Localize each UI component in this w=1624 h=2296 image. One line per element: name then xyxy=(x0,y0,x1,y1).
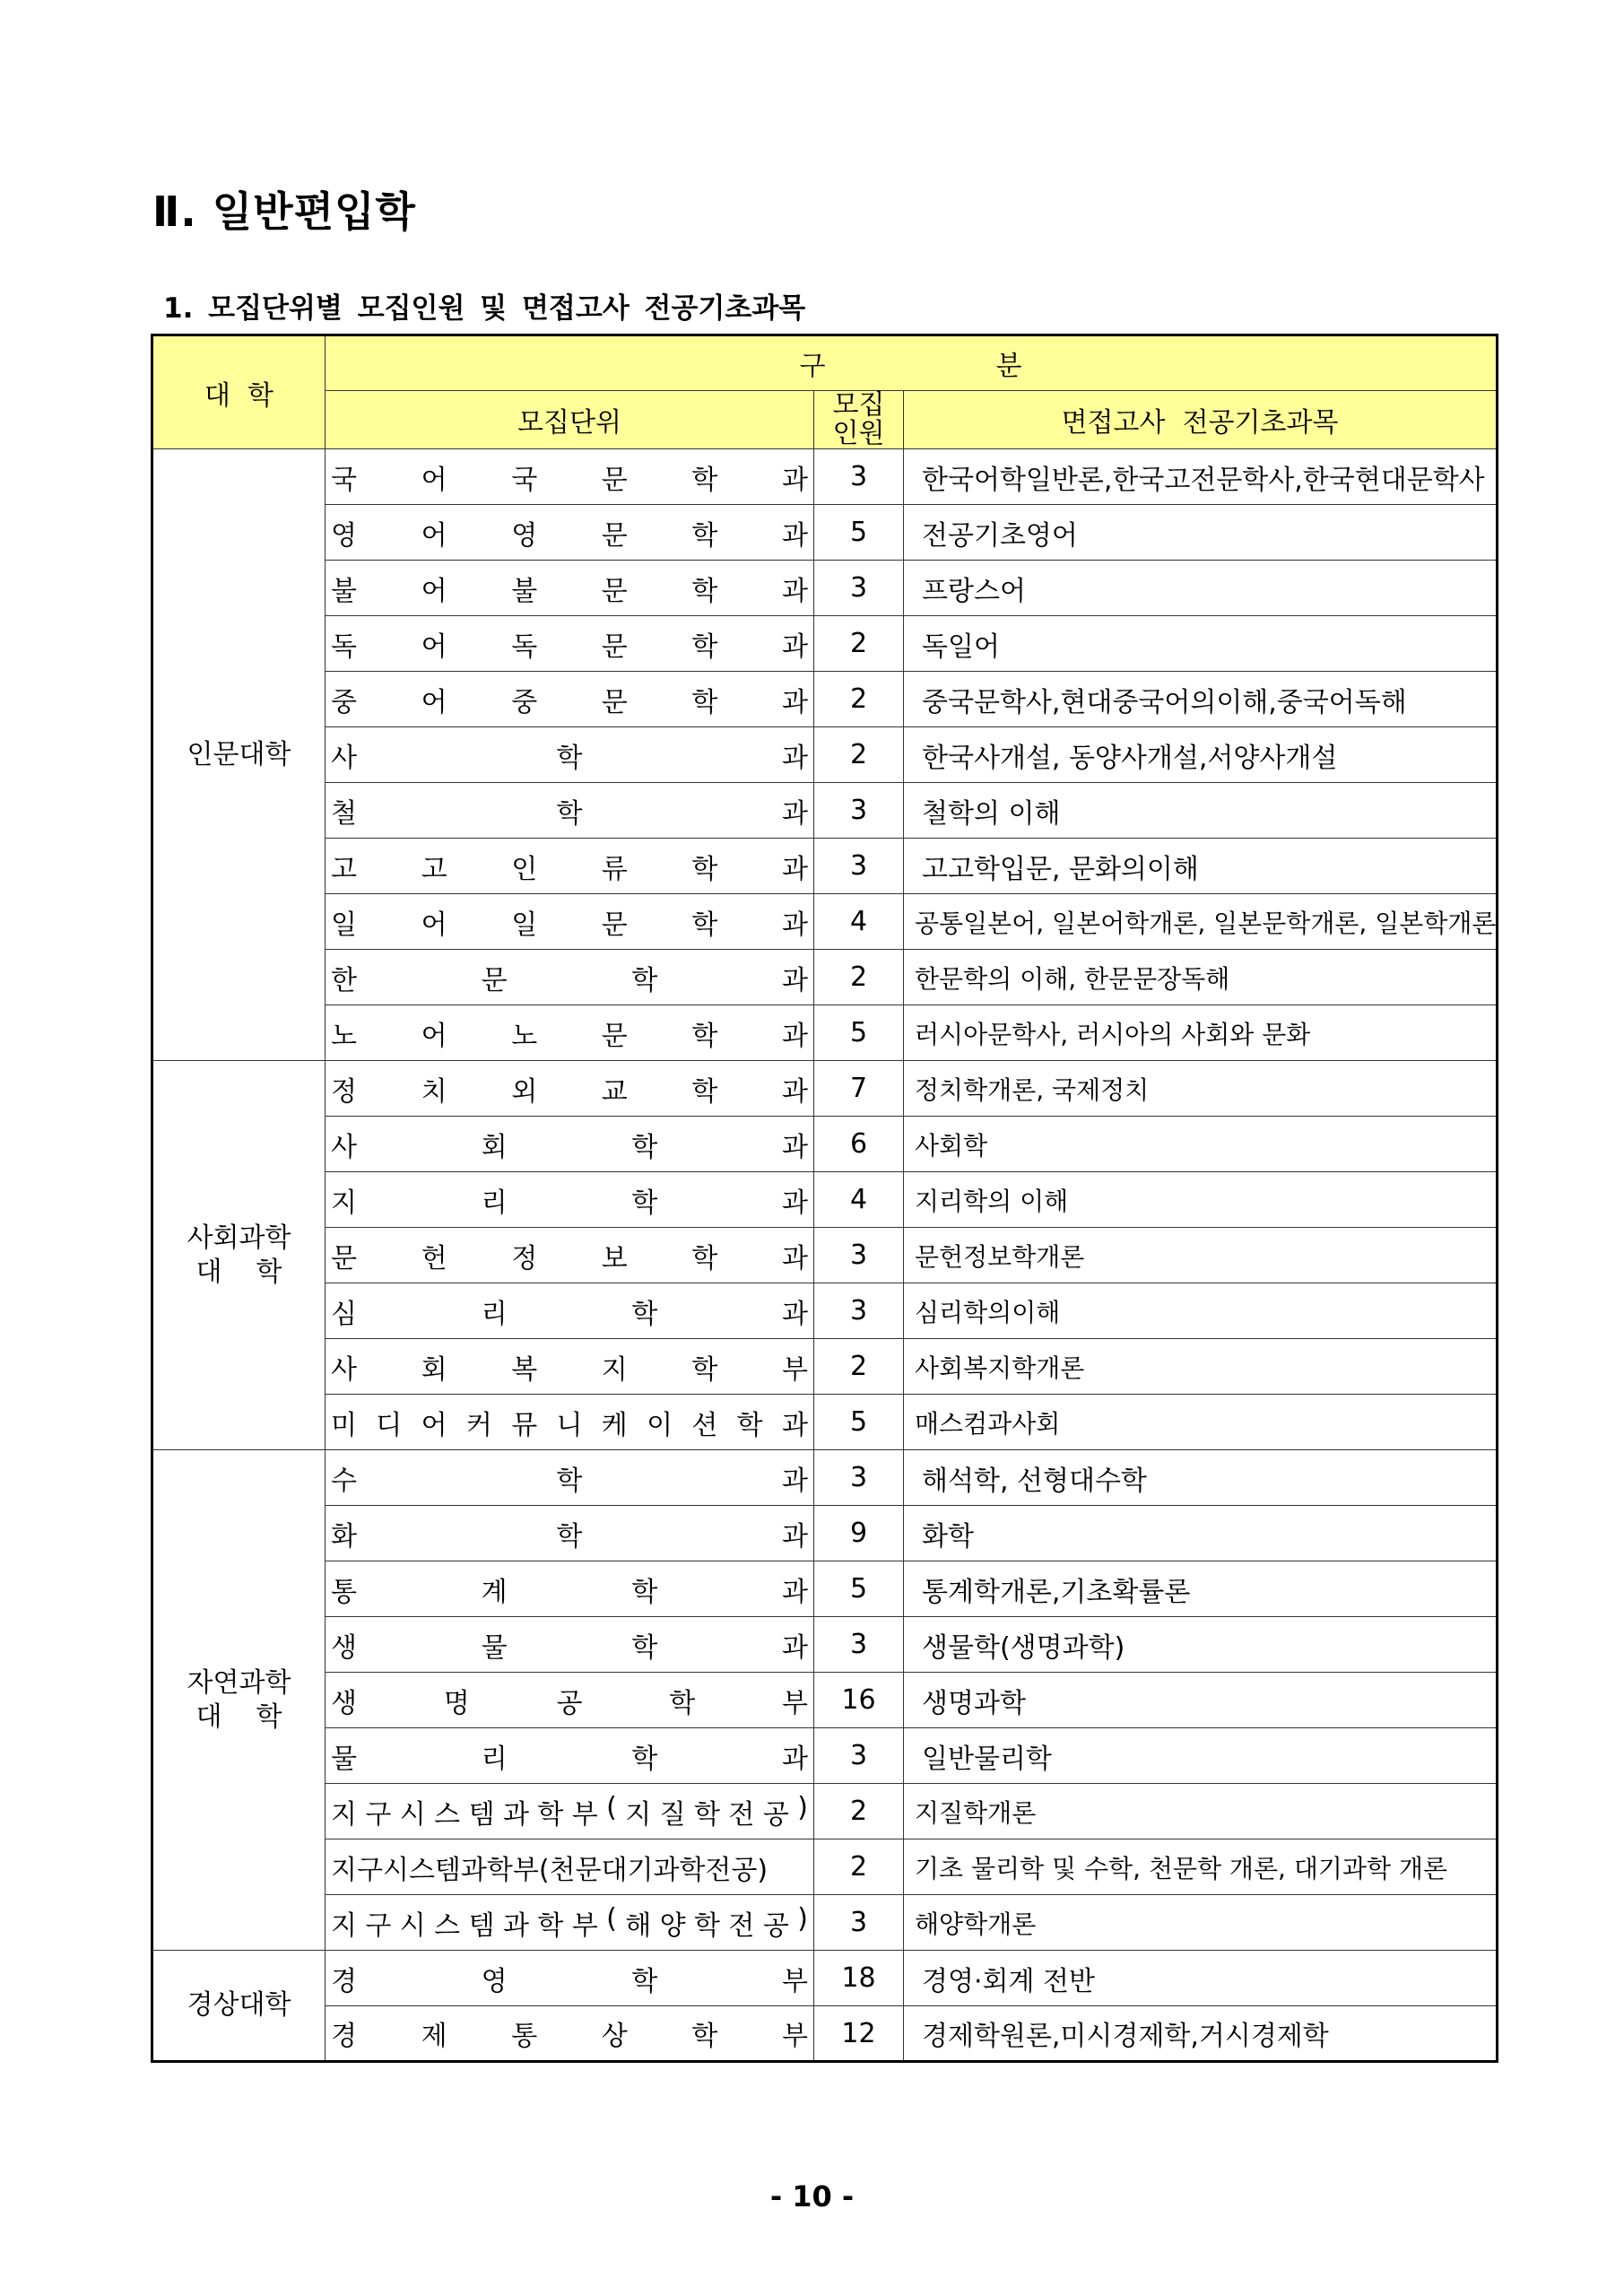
unit-char: 템 xyxy=(468,1909,495,1942)
unit-char: 회 xyxy=(481,1131,508,1163)
unit-char: 중 xyxy=(511,686,538,718)
unit-cell xyxy=(326,1617,814,1673)
count-cell: 2 xyxy=(814,616,904,672)
table-row xyxy=(152,1951,1498,2006)
count-cell: 6 xyxy=(814,1117,904,1172)
header-gubun-2: 분 xyxy=(995,351,1022,382)
unit-char: 교 xyxy=(601,1075,628,1108)
count-cell: 3 xyxy=(814,561,904,616)
unit-char: 부 xyxy=(781,1353,808,1386)
unit-char: 해 xyxy=(625,1909,652,1942)
unit-char: 어 xyxy=(421,575,447,607)
header-gubun-1: 구 xyxy=(799,351,826,382)
unit-char: 지 xyxy=(625,1798,652,1831)
table-row xyxy=(152,616,1498,672)
unit-char: 리 xyxy=(481,1187,508,1219)
table-row xyxy=(152,561,1498,616)
unit-char: 지 xyxy=(331,1798,357,1831)
unit-cell xyxy=(326,839,814,894)
unit-char: 어 xyxy=(421,631,447,663)
unit-char: 이 xyxy=(647,1409,673,1441)
unit-cell xyxy=(326,1673,814,1728)
subject-cell: 지리학의 이해 xyxy=(904,1172,1498,1228)
unit-char: ( xyxy=(606,1791,617,1823)
unit-char: 과 xyxy=(782,797,808,830)
unit-char: 과 xyxy=(782,1576,808,1608)
unit-cell xyxy=(326,2006,814,2062)
unit-char: 학 xyxy=(631,1743,658,1775)
unit-char: 과 xyxy=(782,1131,808,1163)
unit-cell xyxy=(326,561,814,616)
subject-cell: 사회복지학개론 xyxy=(904,1339,1498,1395)
unit-char: 헌 xyxy=(421,1242,447,1274)
unit-char: 학 xyxy=(691,2021,718,2052)
unit-cell xyxy=(326,672,814,727)
unit-char: 어 xyxy=(421,1409,447,1441)
unit-char: 스 xyxy=(434,1909,461,1942)
unit-char: 수 xyxy=(331,1465,357,1497)
subject-cell: 경제학원론,미시경제학,거시경제학 xyxy=(904,2006,1498,2062)
unit-char: 노 xyxy=(511,1020,538,1052)
table-row xyxy=(152,1506,1498,1561)
unit-char: 학 xyxy=(631,1298,658,1330)
unit-char: 문 xyxy=(601,1020,628,1052)
unit-char: 한 xyxy=(331,964,357,996)
table-row xyxy=(152,1117,1498,1172)
unit-char: 학 xyxy=(537,1909,564,1942)
unit-char: 디 xyxy=(376,1409,403,1441)
unit-char: 학 xyxy=(631,1131,658,1163)
unit-cell xyxy=(326,1228,814,1283)
subject-cell: 해양학개론 xyxy=(904,1895,1498,1951)
unit-char: 공 xyxy=(762,1909,789,1942)
unit-char: 과 xyxy=(781,909,808,941)
table-subheader-row xyxy=(152,391,1498,449)
table-row xyxy=(152,2006,1498,2062)
unit-char: 불 xyxy=(511,575,538,607)
table-row xyxy=(152,1839,1498,1895)
count-cell: 3 xyxy=(814,1228,904,1283)
unit-cell xyxy=(326,1172,814,1228)
unit-char: 케 xyxy=(601,1409,628,1441)
unit-char: 독 xyxy=(331,631,357,663)
unit-char: 독 xyxy=(511,631,538,663)
count-cell: 2 xyxy=(814,1839,904,1895)
unit-char: 학 xyxy=(694,1798,721,1831)
unit-cell xyxy=(326,1450,814,1506)
subject-cell: 철학의 이해 xyxy=(904,783,1498,839)
unit-char: 어 xyxy=(421,519,447,552)
unit-char: 불 xyxy=(331,575,357,607)
table-row xyxy=(152,1339,1498,1395)
unit-char: 학 xyxy=(691,1242,718,1274)
unit-char: 공 xyxy=(556,1687,583,1719)
college-cell: 사회과학 대 학 xyxy=(152,1061,326,1450)
unit-char: 일 xyxy=(511,909,538,941)
unit-char: 지구시스템과학부(천문대기과학전공) xyxy=(331,1854,769,1886)
unit-char: 문 xyxy=(481,964,508,996)
unit-char: 철 xyxy=(331,797,357,830)
unit-char: 인 xyxy=(511,853,538,885)
table-row xyxy=(152,1728,1498,1784)
unit-char: 시 xyxy=(399,1909,426,1942)
count-cell: 3 xyxy=(814,1728,904,1784)
unit-cell xyxy=(326,1005,814,1061)
unit-cell xyxy=(326,1895,814,1951)
unit-cell xyxy=(326,505,814,561)
unit-char: 커 xyxy=(465,1409,492,1441)
unit-char: 과 xyxy=(782,742,808,774)
unit-char: 지 xyxy=(331,1187,357,1219)
table-row xyxy=(152,1617,1498,1673)
unit-char: 학 xyxy=(537,1798,564,1831)
count-cell: 18 xyxy=(814,1951,904,2006)
subject-cell: 독일어 xyxy=(904,616,1498,672)
unit-char: 학 xyxy=(631,1631,658,1664)
unit-char: 계 xyxy=(481,1576,508,1608)
count-cell: 7 xyxy=(814,1061,904,1117)
count-cell: 2 xyxy=(814,1784,904,1839)
unit-char: 과 xyxy=(781,464,808,496)
subject-cell: 한문학의 이해, 한문문장독해 xyxy=(904,950,1498,1005)
unit-char: 문 xyxy=(601,464,628,496)
subject-cell: 프랑스어 xyxy=(904,561,1498,616)
count-cell: 2 xyxy=(814,1339,904,1395)
unit-char: 학 xyxy=(631,964,658,996)
unit-char: 학 xyxy=(631,1965,658,1997)
unit-cell xyxy=(326,1395,814,1450)
subsection-heading: 1. 모집단위별 모집인원 및 면접고사 전공기초과목 xyxy=(163,292,806,325)
unit-cell xyxy=(326,616,814,672)
unit-char: 학 xyxy=(691,686,718,718)
unit-char: 과 xyxy=(782,964,808,996)
unit-cell xyxy=(326,1839,814,1895)
unit-char: 외 xyxy=(511,1075,538,1108)
unit-char: 일 xyxy=(331,909,357,941)
unit-cell xyxy=(326,1339,814,1395)
unit-char: 사 xyxy=(331,1353,357,1386)
unit-cell xyxy=(326,894,814,950)
unit-char: 경 xyxy=(331,2021,357,2052)
table-row xyxy=(152,1005,1498,1061)
header-subject: 면접고사 전공기초과목 xyxy=(904,391,1498,449)
table-row xyxy=(152,505,1498,561)
unit-char: 과 xyxy=(782,1743,808,1775)
count-cell: 5 xyxy=(814,1005,904,1061)
table-row xyxy=(152,1673,1498,1728)
table-row xyxy=(152,449,1498,505)
unit-cell xyxy=(326,1728,814,1784)
unit-cell xyxy=(326,1061,814,1117)
unit-char: 니 xyxy=(556,1409,583,1441)
unit-char: 물 xyxy=(331,1743,357,1775)
unit-char: 과 xyxy=(781,519,808,552)
unit-char: 심 xyxy=(331,1298,357,1330)
unit-char: 지 xyxy=(331,1909,357,1942)
unit-char: 학 xyxy=(736,1409,763,1441)
unit-char: 문 xyxy=(601,631,628,663)
unit-char: 국 xyxy=(511,464,538,496)
header-count: 모집 인원 xyxy=(814,391,904,449)
subject-cell: 한국어학일반론,한국고전문학사,한국현대문학사 xyxy=(904,449,1498,505)
unit-char: 구 xyxy=(365,1909,392,1942)
header-college: 대 학 xyxy=(152,335,326,449)
unit-char: 치 xyxy=(421,1075,447,1108)
table-row xyxy=(152,950,1498,1005)
subject-cell: 사회학 xyxy=(904,1117,1498,1172)
unit-char: 구 xyxy=(365,1798,392,1831)
unit-char: 과 xyxy=(781,853,808,885)
subject-cell: 해석학, 선형대수학 xyxy=(904,1450,1498,1506)
unit-char: 어 xyxy=(421,1020,447,1052)
unit-char: 과 xyxy=(781,1075,808,1108)
table-row xyxy=(152,783,1498,839)
subject-cell: 공통일본어, 일본어학개론, 일본문학개론, 일본학개론 xyxy=(904,894,1498,950)
unit-char: 명 xyxy=(443,1687,470,1719)
unit-char: 질 xyxy=(659,1798,686,1831)
unit-char: 템 xyxy=(468,1798,495,1831)
page-number: - 10 - xyxy=(769,2179,855,2213)
unit-char: 리 xyxy=(481,1743,508,1775)
unit-char: 과 xyxy=(781,686,808,718)
unit-char: 뮤 xyxy=(511,1409,538,1441)
unit-char: 문 xyxy=(601,519,628,552)
subject-cell: 화학 xyxy=(904,1506,1498,1561)
unit-char: 영 xyxy=(481,1965,508,1997)
unit-char: 문 xyxy=(601,686,628,718)
unit-char: 생 xyxy=(331,1631,357,1664)
unit-char: 학 xyxy=(631,1576,658,1608)
unit-char: 중 xyxy=(331,686,357,718)
table-row xyxy=(152,1395,1498,1450)
unit-char: 전 xyxy=(728,1798,755,1831)
unit-char: 과 xyxy=(502,1798,529,1831)
count-cell: 4 xyxy=(814,1172,904,1228)
unit-char: 학 xyxy=(694,1909,721,1942)
unit-char: 학 xyxy=(556,742,583,774)
count-cell: 2 xyxy=(814,672,904,727)
count-cell: 3 xyxy=(814,1450,904,1506)
table-row xyxy=(152,1061,1498,1117)
unit-cell xyxy=(326,1784,814,1839)
unit-char: ) xyxy=(797,1902,808,1935)
count-cell: 5 xyxy=(814,505,904,561)
unit-char: 과 xyxy=(782,1631,808,1664)
unit-char: 생 xyxy=(331,1687,357,1719)
unit-cell xyxy=(326,1506,814,1561)
subject-cell: 생물학(생명과학) xyxy=(904,1617,1498,1673)
unit-char: 양 xyxy=(659,1909,686,1942)
table-row xyxy=(152,1784,1498,1839)
unit-char: 학 xyxy=(691,464,718,496)
count-cell: 3 xyxy=(814,1283,904,1339)
count-cell: 9 xyxy=(814,1506,904,1561)
unit-char: 고 xyxy=(421,853,447,885)
unit-char: 물 xyxy=(481,1631,508,1664)
unit-char: 학 xyxy=(556,1520,583,1552)
unit-cell xyxy=(326,950,814,1005)
unit-char: 부 xyxy=(571,1909,598,1942)
unit-char: 영 xyxy=(511,519,538,552)
unit-char: 상 xyxy=(601,2021,628,2052)
unit-char: 정 xyxy=(511,1242,538,1274)
unit-char: 스 xyxy=(434,1798,461,1831)
recruitment-table xyxy=(151,334,1498,2063)
unit-char: 과 xyxy=(782,1465,808,1497)
table-row xyxy=(152,1561,1498,1617)
unit-char: 류 xyxy=(601,853,628,885)
table-row xyxy=(152,1450,1498,1506)
subject-cell: 지질학개론 xyxy=(904,1784,1498,1839)
subject-cell: 한국사개설, 동양사개설,서양사개설 xyxy=(904,727,1498,783)
unit-cell xyxy=(326,783,814,839)
count-cell: 12 xyxy=(814,2006,904,2062)
unit-char: 국 xyxy=(331,464,357,496)
unit-char: 학 xyxy=(691,631,718,663)
unit-cell xyxy=(326,449,814,505)
unit-char: 학 xyxy=(691,1353,718,1386)
unit-char: 보 xyxy=(601,1242,628,1274)
unit-char: 화 xyxy=(331,1520,357,1552)
unit-char: 전 xyxy=(728,1909,755,1942)
count-cell: 16 xyxy=(814,1673,904,1728)
count-cell: 3 xyxy=(814,1895,904,1951)
table-row xyxy=(152,1228,1498,1283)
unit-char: 사 xyxy=(331,742,357,774)
unit-char: 미 xyxy=(331,1409,357,1441)
count-cell: 3 xyxy=(814,839,904,894)
unit-char: 학 xyxy=(691,909,718,941)
header-unit: 모집단위 xyxy=(326,391,814,449)
table-row xyxy=(152,1895,1498,1951)
unit-char: 어 xyxy=(421,686,447,718)
unit-char: 과 xyxy=(781,1020,808,1052)
subject-cell: 러시아문학사, 러시아의 사회와 문화 xyxy=(904,1005,1498,1061)
subject-cell: 심리학의이해 xyxy=(904,1283,1498,1339)
unit-char: 과 xyxy=(782,1298,808,1330)
subject-cell: 중국문학사,현대중국어의이해,중국어독해 xyxy=(904,672,1498,727)
unit-char: 노 xyxy=(331,1020,357,1052)
table-row xyxy=(152,894,1498,950)
unit-char: 영 xyxy=(331,519,357,552)
college-cell: 경상대학 xyxy=(152,1951,326,2062)
unit-char: 학 xyxy=(691,853,718,885)
unit-cell xyxy=(326,1117,814,1172)
unit-char: 학 xyxy=(631,1187,658,1219)
unit-char: 문 xyxy=(331,1242,357,1274)
count-cell: 3 xyxy=(814,449,904,505)
subject-cell: 일반물리학 xyxy=(904,1728,1498,1784)
unit-char: 과 xyxy=(781,1242,808,1274)
unit-char: 부 xyxy=(782,1687,808,1719)
table-row xyxy=(152,1172,1498,1228)
unit-char: 과 xyxy=(782,1520,808,1552)
subject-cell: 고고학입문, 문화의이해 xyxy=(904,839,1498,894)
unit-char: 션 xyxy=(691,1409,718,1441)
unit-char: 공 xyxy=(762,1798,789,1831)
unit-char: 학 xyxy=(556,797,583,830)
unit-char: 학 xyxy=(691,1020,718,1052)
unit-char: 문 xyxy=(601,909,628,941)
unit-char: 과 xyxy=(781,631,808,663)
subject-cell: 통계학개론,기초확률론 xyxy=(904,1561,1498,1617)
unit-char: 어 xyxy=(421,909,447,941)
subject-cell: 매스컴과사회 xyxy=(904,1395,1498,1450)
count-cell: 3 xyxy=(814,1617,904,1673)
unit-char: 부 xyxy=(571,1798,598,1831)
unit-char: 고 xyxy=(331,853,357,885)
count-cell: 2 xyxy=(814,727,904,783)
table-header-row xyxy=(152,335,1498,391)
unit-char: ) xyxy=(797,1791,808,1823)
unit-char: 정 xyxy=(331,1075,357,1108)
count-cell: 3 xyxy=(814,783,904,839)
unit-char: 부 xyxy=(782,1965,808,1997)
unit-char: 통 xyxy=(331,1576,357,1608)
unit-char: 학 xyxy=(691,1075,718,1108)
subject-cell: 문헌정보학개론 xyxy=(904,1228,1498,1283)
unit-char: 부 xyxy=(781,2021,808,2052)
unit-char: 제 xyxy=(421,2021,447,2052)
unit-char: 어 xyxy=(421,464,447,496)
count-cell: 5 xyxy=(814,1561,904,1617)
table-row xyxy=(152,839,1498,894)
college-cell: 인문대학 xyxy=(152,449,326,1061)
subject-cell: 전공기초영어 xyxy=(904,505,1498,561)
unit-cell xyxy=(326,1951,814,2006)
unit-cell xyxy=(326,727,814,783)
unit-cell xyxy=(326,1561,814,1617)
table-row xyxy=(152,1283,1498,1339)
subject-cell: 경영·회계 전반 xyxy=(904,1951,1498,2006)
header-gubun xyxy=(326,335,1498,391)
count-cell: 4 xyxy=(814,894,904,950)
unit-char: 리 xyxy=(481,1298,508,1330)
table-row xyxy=(152,672,1498,727)
unit-char: 복 xyxy=(511,1353,538,1386)
count-cell: 2 xyxy=(814,950,904,1005)
unit-char: 학 xyxy=(691,519,718,552)
subject-cell: 생명과학 xyxy=(904,1673,1498,1728)
unit-char: 통 xyxy=(511,2021,538,2052)
unit-char: 학 xyxy=(691,575,718,607)
section-heading: Ⅱ. 일반편입학 xyxy=(152,187,416,236)
unit-cell xyxy=(326,1283,814,1339)
unit-char: 과 xyxy=(782,1187,808,1219)
table-row xyxy=(152,727,1498,783)
subject-cell: 정치학개론, 국제정치 xyxy=(904,1061,1498,1117)
unit-char: 문 xyxy=(601,575,628,607)
unit-char: 학 xyxy=(669,1687,696,1719)
unit-char: 시 xyxy=(399,1798,426,1831)
unit-char: 사 xyxy=(331,1131,357,1163)
unit-char: 지 xyxy=(601,1353,628,1386)
unit-char: 과 xyxy=(781,575,808,607)
college-cell: 자연과학 대 학 xyxy=(152,1450,326,1951)
unit-char: 학 xyxy=(556,1465,583,1497)
subject-cell: 기초 물리학 및 수학, 천문학 개론, 대기과학 개론 xyxy=(904,1839,1498,1895)
unit-char: 경 xyxy=(331,1965,357,1997)
unit-char: 과 xyxy=(502,1909,529,1942)
unit-char: 과 xyxy=(781,1409,808,1441)
unit-char: ( xyxy=(606,1902,617,1935)
unit-char: 회 xyxy=(421,1353,447,1386)
count-cell: 5 xyxy=(814,1395,904,1450)
